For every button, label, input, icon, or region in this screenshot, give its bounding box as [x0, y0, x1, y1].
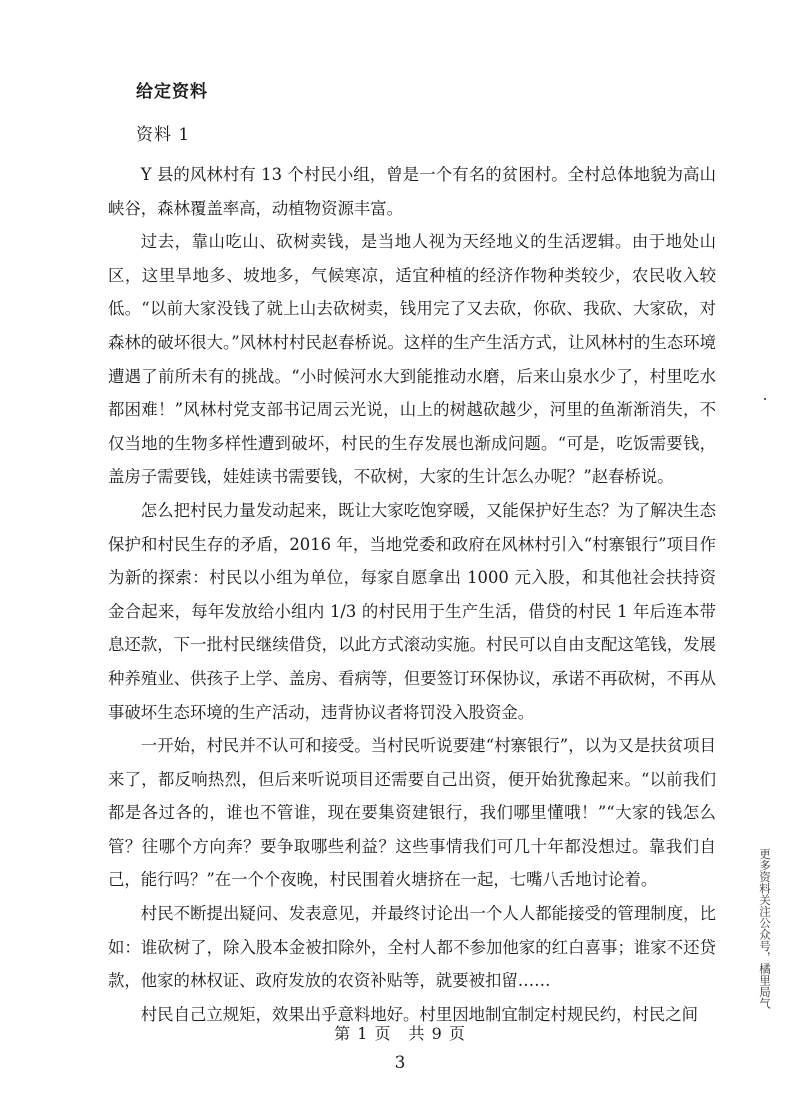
side-watermark-note: 更多资料关注公众号，橘里局气 — [758, 848, 772, 1009]
paragraph-3: 怎么把村民力量发动起来，既让大家吃饱穿暖，又能保护好生态？为了解决生态保护和村民生存的矛盾，2016 年，当地党委和政府在风林村引入“村寨银行”项目作为新的探索：村民以小组为单位，每家自愿拿出 1000 元入股，和其他社会扶持资金合起来，每年发放给小组内 1/3 的村民用于生产生活，借贷的村民 1 年后连本带息还款，下一批村民继续借贷，以此方式滚动实施。村民可以自由支配这笔钱，发展种养殖业、供孩子上学、盖房、看病等，但要签订环保协议，承诺不再砍树，不再从事破坏生态环境的生产活动，违背协议者将罚没入股资金。 — [108, 500, 716, 722]
material-label: 资料 1 — [136, 125, 191, 145]
paragraph-2: 过去，靠山吃山、砍树卖钱，是当地人视为天经地义的生活逻辑。由于地处山区，这里旱地多、坡地多，气候寒凉，适宜种植的经济作物种类较少，农民收入较低。“以前大家没钱了就上山去砍树卖，钱用完了又去砍，你砍、我砍、大家砍，对森林的破坏很大。”风林村村民赵春桥说。这样的生产生活方式，让风林村的生态环境遭遇了前所未有的挑战。“小时候河水大到能推动水磨，后来山泉水少了，村里吃水都困难！”风林村党支部书记周云光说，山上的树越砍越少，河里的鱼渐渐消失，不仅当地的生物多样性遭到破坏，村民的生存发展也渐成问题。“可是，吃饭需要钱，盖房子需要钱，娃娃读书需要钱，不砍树，大家的生计怎么办呢？”赵春桥说。 — [108, 232, 716, 487]
page-indicator: 第 1 页 共 9 页 — [334, 1024, 466, 1043]
section-heading: 给定资料 — [136, 82, 208, 102]
scan-dot — [764, 398, 766, 400]
paragraph-4: 一开始，村民并不认可和接受。当村民听说要建“村寨银行”，以为又是扶贫项目来了，都反响热烈，但后来听说项目还需要自己出资，便开始犹豫起来。“以前我们都是各过各的，谁也不管谁，现在要集资建银行，我们哪里懂哦！”“大家的钱怎么管？往哪个方向奔？要争取哪些利益？这些事情我们可几十年都没想过。靠我们自己，能行吗？”在一个个夜晚，村民围着火塘挤在一起，七嘴八舌地讨论着。 — [108, 736, 716, 890]
page-number: 3 — [394, 1053, 406, 1073]
paragraph-1: Y 县的风林村有 13 个村民小组，曾是一个有名的贫困村。全村总体地貌为高山峡谷，森林覆盖率高，动植物资源丰富。 — [108, 165, 716, 218]
document-body — [108, 158, 716, 1031]
paragraph-6: 村民自己立规矩，效果出乎意料地好。村里因地制宜制定村规民约，村民之间 — [140, 1004, 699, 1024]
paragraph-5: 村民不断提出疑问、发表意见，并最终讨论出一个人人都能接受的管理制度，比如：谁砍树了，除入股本金被扣除外，全村人都不参加他家的红白喜事；谁家不还贷款，他家的林权证、政府发放的农资补贴等，就要被扣留…… — [108, 904, 716, 991]
